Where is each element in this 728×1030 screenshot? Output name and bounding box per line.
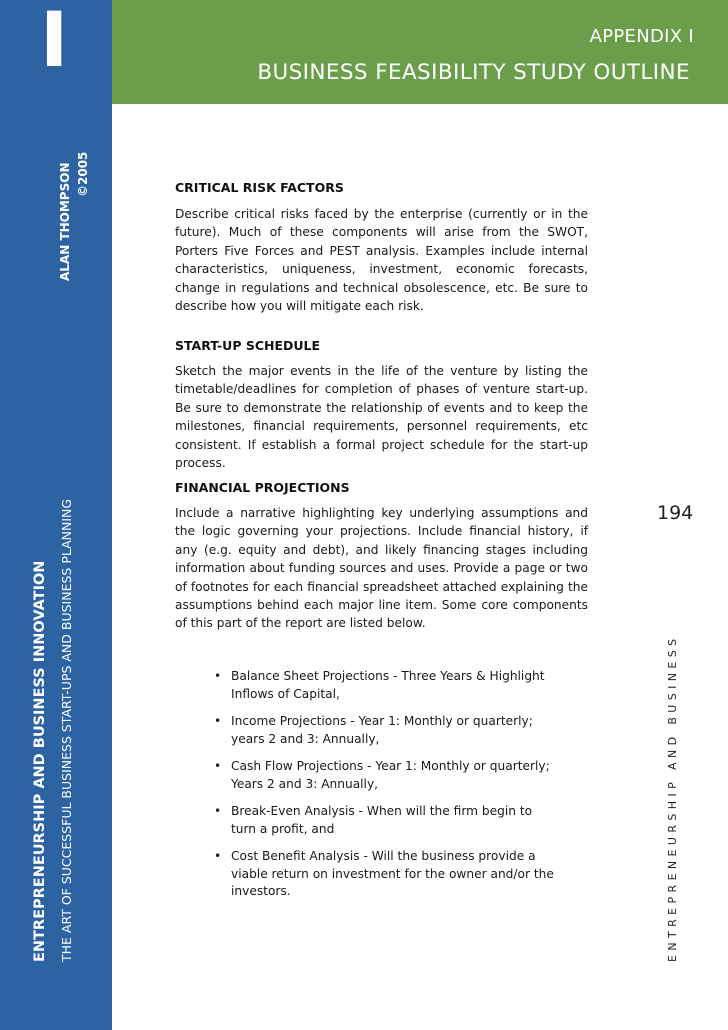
bullet-icon: • xyxy=(214,759,222,773)
section-body-critical-risk: Describe critical risks faced by the enterprise (currently or in the future). Much of these components will arise from the SWOT, Porters Five Forces and PEST analysis. Examples include internal characteristics, uniqueness, investment, economic forecasts, change in regulations and technical obsolescence, etc. Be sure to describe how you will mitigate each risk. xyxy=(175,207,588,314)
list-item xyxy=(214,803,554,838)
list-item-text: Break-Even Analysis - When will the firm begin to turn a profit, and xyxy=(231,804,533,836)
sidebar-book-title: ENTREPRENEURSHIP AND BUSINESS INNOVATION xyxy=(32,560,48,962)
bullet-icon: • xyxy=(214,669,222,683)
appendix-label: APPENDIX I xyxy=(589,26,694,47)
header-band xyxy=(112,0,728,104)
section-heading-financial: FINANCIAL PROJECTIONS xyxy=(175,480,350,495)
section-body-financial: Include a narrative highlighting key underlying assumptions and the logic governing your projections. Include financial history, if any (e.g. equity and debt), and likely financing stages including information about funding sources and uses. Provide a page or two of footnotes for each financial spreadsheet attached explaining the assumptions behind each major line item. Some core components of this part of the report are listed below. xyxy=(175,506,588,631)
bullet-icon: • xyxy=(214,849,222,863)
list-item xyxy=(214,668,554,703)
list-item-text: Cost Benefit Analysis - Will the business provide a viable return on investment for the owner and/or the investors. xyxy=(231,849,554,898)
section-heading-critical-risk: CRITICAL RISK FACTORS xyxy=(175,180,344,195)
section-heading-start-up: START-UP SCHEDULE xyxy=(175,338,321,353)
list-item xyxy=(214,758,554,793)
section-body-start-up: Sketch the major events in the life of the venture by listing the timetable/deadlines for completion of phases of venture start-up. Be sure to demonstrate the relationship of events and to keep the milestones, financial requirements, personnel requirements, etc consistent. If establish a formal project schedule for the start-up process. xyxy=(175,364,588,471)
list-item xyxy=(214,713,554,748)
sidebar-subtitle: THE ART OF SUCCESSFUL BUSINESS START-UPS AND BUSINESS PLANNING xyxy=(59,498,74,962)
sidebar-copyright: ©2005 xyxy=(76,151,90,197)
list-item xyxy=(214,848,554,901)
bullet-list xyxy=(214,668,554,911)
list-item-text: Balance Sheet Projections - Three Years & Highlight Inflows of Capital, xyxy=(231,669,545,701)
sidebar-band xyxy=(0,115,112,1030)
sidebar-author: ALAN THOMPSON xyxy=(58,162,72,281)
list-item-text: Income Projections - Year 1: Monthly or quarterly; years 2 and 3: Annually, xyxy=(231,714,533,746)
page-number: 194 xyxy=(657,502,694,524)
bullet-icon: • xyxy=(214,714,222,728)
list-item-text: Cash Flow Projections - Year 1: Monthly or quarterly; Years 2 and 3: Annually, xyxy=(231,759,550,791)
running-title: ENTREPRENEURSHIP AND BUSINESS xyxy=(666,634,679,962)
chapter-letter: I xyxy=(40,0,69,84)
page-title: BUSINESS FEASIBILITY STUDY OUTLINE xyxy=(257,60,690,85)
bullet-icon: • xyxy=(214,804,222,818)
